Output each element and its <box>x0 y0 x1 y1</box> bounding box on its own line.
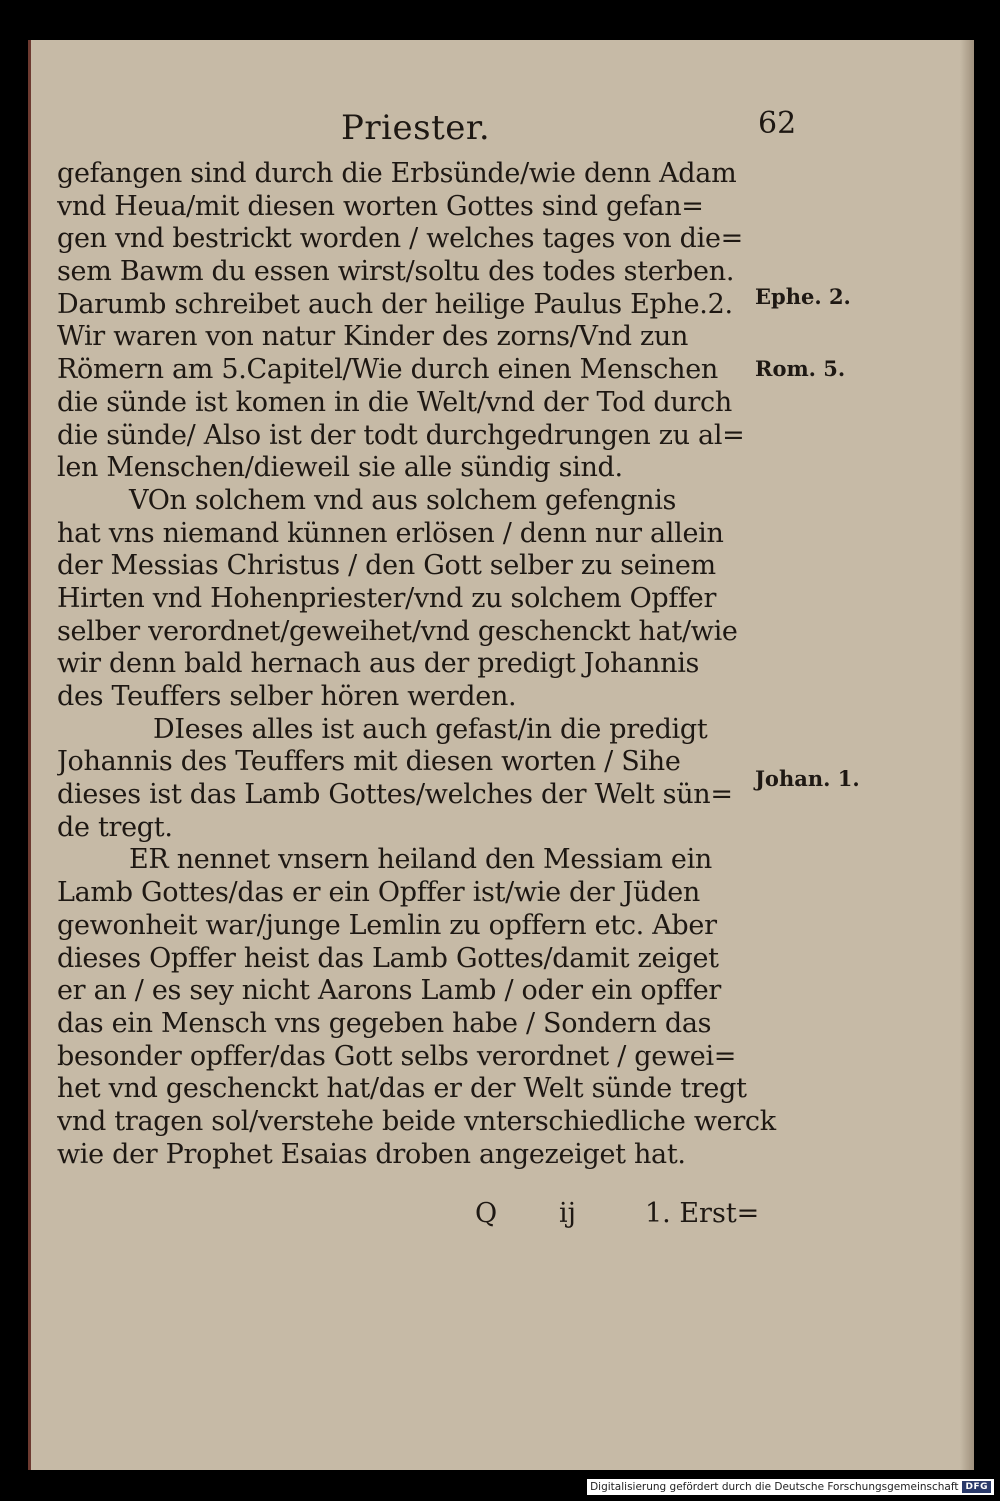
margin-note-johan: Johan. 1. <box>755 766 860 791</box>
text-line: gen vnd bestrickt worden / welches tages von die= <box>57 223 743 255</box>
text-line: Darumb schreibet auch der heilige Paulus Ephe.2. <box>57 288 733 320</box>
text-line: hat vns niemand künnen erlösen / denn nur allein <box>57 517 724 549</box>
running-head: Priester. <box>341 108 491 148</box>
text-line: ER nennet vnsern heiland den Messiam ein <box>129 844 713 876</box>
text-line: des Teuffers selber hören werden. <box>57 681 517 712</box>
catchword: 1. Erst= <box>645 1198 760 1229</box>
book-page <box>28 40 974 1470</box>
text-line: die sünde ist komen in die Welt/vnd der Tod durch <box>57 386 732 418</box>
text-line: besonder opffer/das Gott selbs verordnet / gewei= <box>57 1040 737 1072</box>
text-line: Römern am 5.Capitel/Wie durch einen Menschen <box>57 354 718 386</box>
text-line: de tregt. <box>57 811 173 843</box>
footer-credit: Digitalisierung gefördert durch die Deutsche Forschungsgemeinschaft <box>590 1481 959 1493</box>
text-line: Hirten vnd Hohenpriester/vnd zu solchem Opffer <box>57 582 717 614</box>
text-line: gefangen sind durch die Erbsünde/wie denn Adam <box>57 158 737 189</box>
text-line: sem Bawm du essen wirst/soltu des todes sterben. <box>57 256 735 288</box>
text-line: Johannis des Teuffers mit diesen worten / Sihe <box>57 746 681 778</box>
text-line: DIeses alles ist auch gefast/in die predigt <box>153 713 708 745</box>
text-line: die sünde/ Also ist der todt durchgedrungen zu al= <box>57 419 745 451</box>
text-line: wir denn bald hernach aus der predigt Johannis <box>57 648 700 680</box>
text-line: dieses Opffer heist das Lamb Gottes/damit zeiget <box>57 942 719 974</box>
text-line: der Messias Christus / den Gott selber zu seinem <box>57 550 716 582</box>
text-line: er an / es sey nicht Aarons Lamb / oder ein opffer <box>57 975 722 1007</box>
text-line: vnd Heua/mit diesen worten Gottes sind gefan= <box>57 190 704 222</box>
margin-note-ephe: Ephe. 2. <box>755 284 851 309</box>
text-line: Lamb Gottes/das er ein Opffer ist/wie der Jüden <box>57 877 700 909</box>
body-text <box>57 158 777 1171</box>
text-line: wie der Prophet Esaias droben angezeiget hat. <box>57 1138 686 1170</box>
text-line: het vnd geschenckt hat/das er der Welt sünde tregt <box>57 1073 747 1105</box>
text-line: Wir waren von natur Kinder des zorns/Vnd zun <box>57 321 689 353</box>
signature-mark: Q <box>475 1198 498 1229</box>
text-line: len Menschen/dieweil sie alle sündig sind. <box>57 452 623 484</box>
page-number: 62 <box>758 106 797 141</box>
signature-number: ij <box>559 1198 577 1229</box>
text-line: VOn solchem vnd aus solchem gefengnis <box>129 484 677 516</box>
text-line: vnd tragen sol/verstehe beide vnterschiedliche werck <box>57 1105 776 1137</box>
digitization-footer <box>587 1479 994 1495</box>
text-line: gewonheit war/junge Lemlin zu opffern etc. Aber <box>57 909 717 941</box>
text-line: dieses ist das Lamb Gottes/welches der Welt sün= <box>57 779 733 811</box>
margin-note-rom: Rom. 5. <box>755 356 846 381</box>
text-line: selber verordnet/geweihet/vnd geschenckt hat/wie <box>57 615 738 647</box>
text-line: das ein Mensch vns gegeben habe / Sondern das <box>57 1007 712 1039</box>
dfg-logo: DFG <box>962 1481 991 1493</box>
